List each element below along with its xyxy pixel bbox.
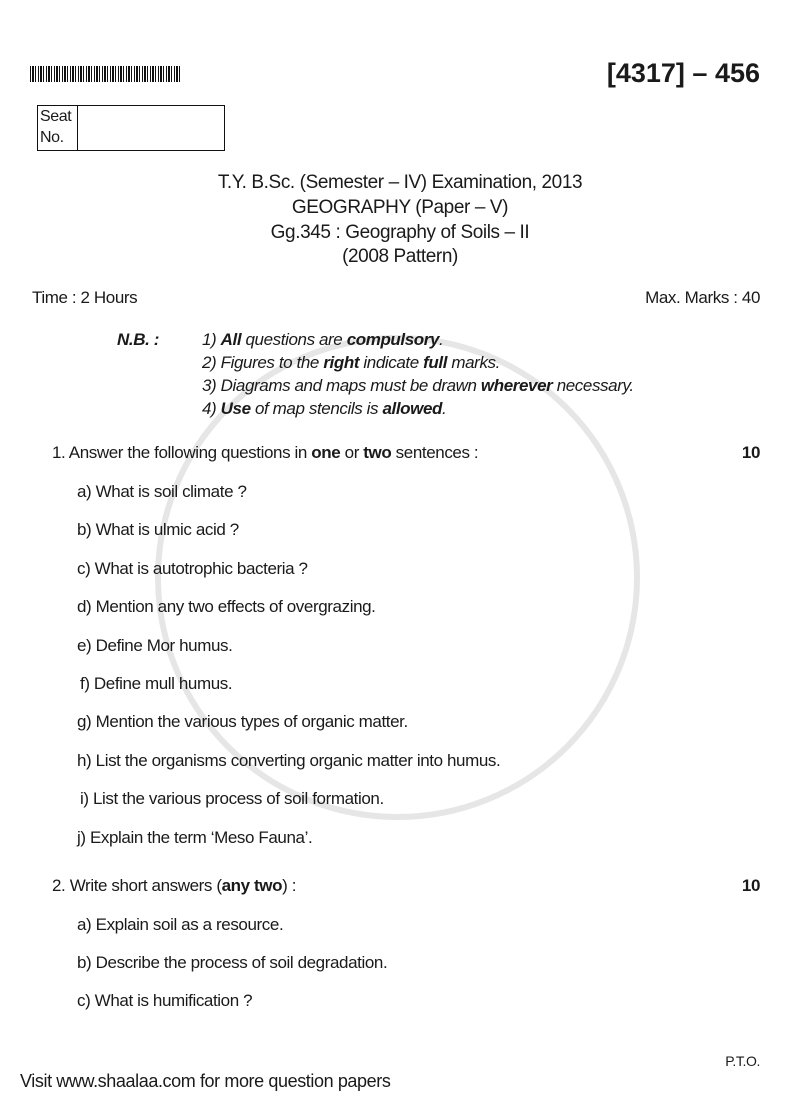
question-1-marks: 10 (741, 443, 760, 462)
nb-item-text: 3) Diagrams and maps must be drawn (202, 376, 481, 395)
sub-question: b) What is ulmic acid ? (77, 520, 239, 540)
footer-link[interactable]: Visit www.shaalaa.com for more question papers (20, 1071, 391, 1091)
nb-item-text: necessary. (552, 376, 634, 395)
nb-item-text: . (439, 330, 444, 349)
nb-item-text: questions are (241, 330, 347, 349)
paper-code: [4317] – 456 (606, 58, 760, 88)
question-text: Answer the following questions in (68, 443, 312, 462)
sub-question: e) Define Mor humus. (77, 635, 233, 655)
question-1 (52, 443, 478, 463)
sub-question: c) What is humification ? (77, 991, 253, 1010)
nb-item-text: Use (220, 399, 251, 418)
nb-item-text: All (220, 330, 242, 349)
question-emphasis: one (311, 443, 341, 462)
seat-label-1: Seat (40, 108, 72, 125)
nb-item-text: . (442, 399, 447, 418)
pto-note: P.T.O. (725, 1053, 760, 1069)
subject-title: GEOGRAPHY (Paper – V) (291, 197, 509, 218)
sub-question: a) What is soil climate ? (77, 482, 247, 501)
sub-question: f) Define mull humus. (80, 674, 233, 693)
nb-item (202, 330, 443, 350)
question-number: 1. (52, 443, 66, 462)
nb-item-text: 2) Figures to the (202, 353, 324, 372)
sub-question: g) Mention the various types of organic matter. (77, 712, 408, 732)
time-allowed: Time : 2 Hours (32, 288, 138, 307)
nb-item-text: full (423, 353, 448, 372)
exam-title: T.Y. B.Sc. (Semester – IV) Examination, 2013 (217, 172, 583, 193)
pattern-title: (2008 Pattern) (342, 246, 458, 267)
sub-question: d) Mention any two effects of overgrazing. (77, 597, 376, 617)
nb-label: N.B. : (117, 330, 159, 349)
nb-item-text: wherever (480, 376, 553, 395)
nb-item-text: of map stencils is (250, 399, 383, 418)
nb-item-text: allowed (382, 399, 443, 418)
sub-question: h) List the organisms converting organic matter into humus. (77, 750, 501, 770)
sub-question: c) What is autotrophic bacteria ? (77, 558, 308, 578)
nb-item-text: right (323, 353, 360, 372)
seat-number-box (37, 105, 225, 151)
question-2 (52, 876, 296, 896)
sub-question: j) Explain the term ‘Meso Fauna’. (77, 827, 313, 847)
question-text: Write short answers ( (69, 876, 222, 895)
sub-question: b) Describe the process of soil degradation. (77, 953, 388, 972)
nb-item-text: compulsory (346, 330, 440, 349)
question-text: sentences : (391, 443, 479, 462)
max-marks: Max. Marks : 40 (645, 288, 760, 307)
seat-label-2: No. (40, 129, 64, 146)
question-2-marks: 10 (741, 876, 760, 895)
sub-question: a) Explain soil as a resource. (77, 915, 284, 934)
sub-question: i) List the various process of soil formation. (80, 789, 384, 809)
question-text: or (340, 443, 364, 462)
nb-item-text: marks. (447, 353, 500, 372)
nb-item-text: 1) (202, 330, 221, 349)
nb-item (202, 353, 500, 373)
nb-item-text: 4) (202, 399, 221, 418)
course-title: Gg.345 : Geography of Soils – II (270, 222, 530, 243)
seat-label (38, 106, 78, 150)
nb-item (202, 376, 634, 396)
question-emphasis: any two (221, 876, 283, 895)
question-number: 2. (52, 876, 66, 895)
nb-item-text: indicate (359, 353, 424, 372)
question-emphasis: two (363, 443, 392, 462)
question-text: ) : (282, 876, 297, 895)
barcode (30, 66, 180, 82)
nb-item (202, 399, 446, 419)
